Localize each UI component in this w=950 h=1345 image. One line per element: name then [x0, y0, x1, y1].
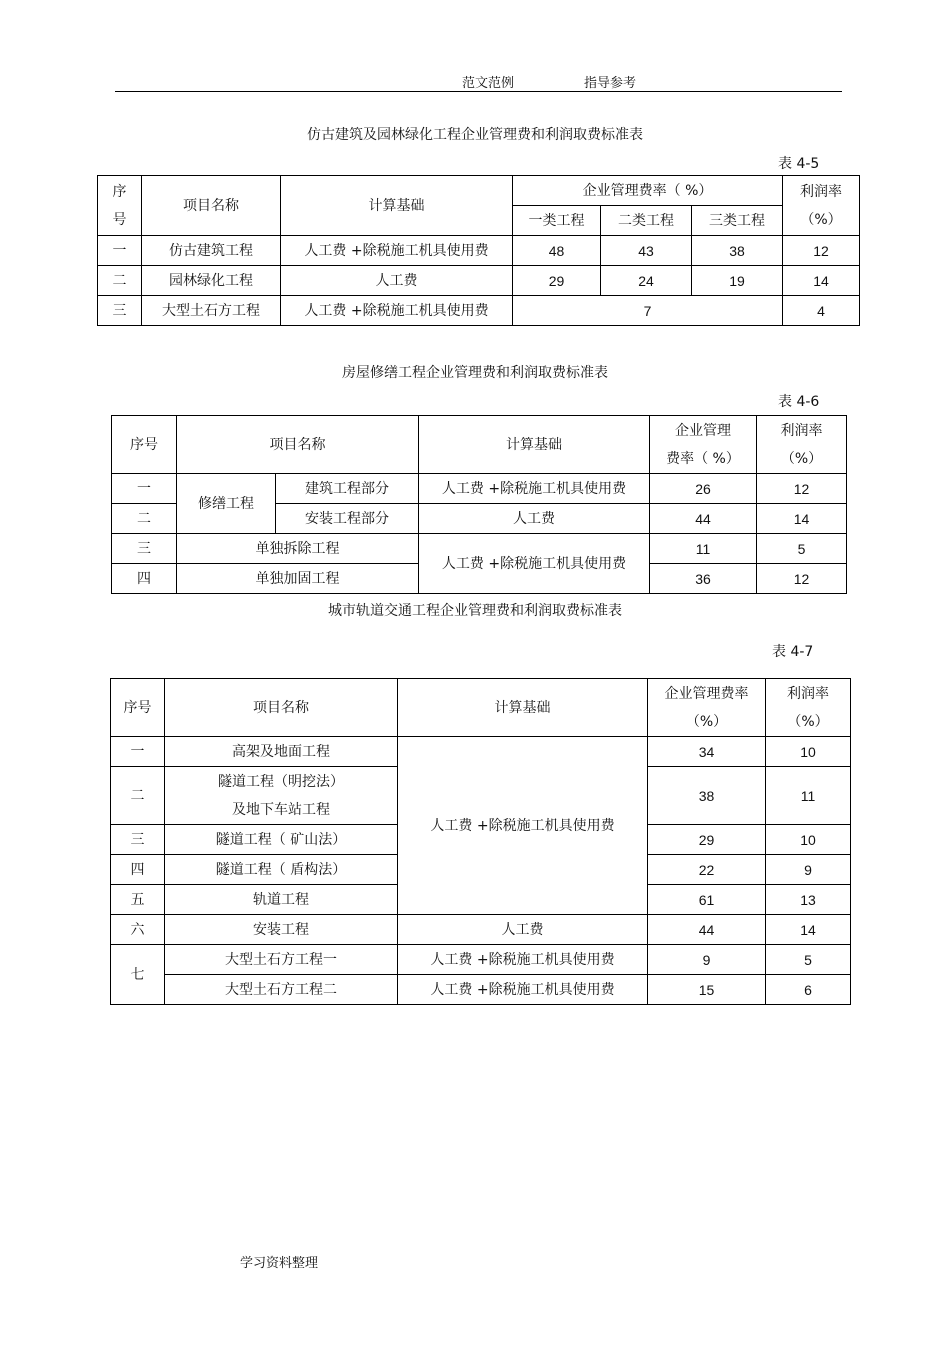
mgmt-cell: 22	[648, 855, 766, 885]
table45-title: 仿古建筑及园林绿化工程企业管理费和利润取费标准表	[307, 127, 643, 143]
mgmt-cell: 29	[648, 825, 766, 855]
table46-number: 表 4-6	[778, 394, 820, 410]
header-left: 范文范例	[462, 76, 515, 91]
seq-cell: 七	[111, 945, 165, 1005]
profit-cell: 10	[766, 737, 851, 767]
mgmt-cell: 26	[650, 474, 757, 504]
name-cell: 大型土石方工程一	[165, 945, 398, 975]
c3-cell: 38	[692, 236, 783, 266]
profit-cell: 12	[757, 564, 847, 594]
name-cell: 安装工程	[165, 915, 398, 945]
table46-head-profit: 利润率 （%）	[757, 416, 847, 474]
mgmt-cell: 9	[648, 945, 766, 975]
c1-cell: 48	[513, 236, 601, 266]
table46-head-name: 项目名称	[177, 416, 419, 474]
name-cell: 高架及地面工程	[165, 737, 398, 767]
seq-cell: 二	[111, 767, 165, 825]
profit-cell: 14	[783, 266, 860, 296]
c2-cell: 24	[601, 266, 692, 296]
basis-cell: 人工费 +除税施工机具使用费	[398, 945, 648, 975]
table-row	[111, 737, 851, 767]
footer-note: 学习资料整理	[240, 1256, 319, 1271]
seq-cell: 六	[111, 915, 165, 945]
basis-cell: 人工费 +除税施工机具使用费	[419, 474, 650, 504]
name-cell: 隧道工程（ 矿山法）	[165, 825, 398, 855]
name-cell: 仿古建筑工程	[142, 236, 281, 266]
seq-cell: 二	[112, 504, 177, 534]
name-cell: 轨道工程	[165, 885, 398, 915]
basis-cell: 人工费 +除税施工机具使用费	[419, 534, 650, 594]
seq-cell: 四	[111, 855, 165, 885]
table45-head-profit: 利润率 （%）	[783, 176, 860, 236]
basis-cell: 人工费 +除税施工机具使用费	[281, 236, 513, 266]
name-cell: 单独拆除工程	[177, 534, 419, 564]
table45-head-name: 项目名称	[142, 176, 281, 236]
profit-cell: 13	[766, 885, 851, 915]
name-cell: 隧道工程（ 盾构法）	[165, 855, 398, 885]
table47-head-name: 项目名称	[165, 679, 398, 737]
sub-cell: 安装工程部分	[276, 504, 419, 534]
table45-head-seq: 序 号	[98, 176, 142, 236]
table45-head-mgmt: 企业管理费率（ %）	[513, 176, 783, 206]
mgmt-cell: 11	[650, 534, 757, 564]
profit-cell: 11	[766, 767, 851, 825]
basis-cell: 人工费	[419, 504, 650, 534]
profit-cell: 14	[766, 915, 851, 945]
mgmt-cell: 44	[650, 504, 757, 534]
table47-number: 表 4-7	[772, 644, 814, 660]
basis-cell: 人工费 +除税施工机具使用费	[398, 975, 648, 1005]
table-row	[98, 236, 860, 266]
seq-cell: 三	[111, 825, 165, 855]
table-row	[111, 945, 851, 975]
seq-cell: 四	[112, 564, 177, 594]
mgmt-cell: 44	[648, 915, 766, 945]
table46-head-seq: 序号	[112, 416, 177, 474]
table-row	[111, 915, 851, 945]
table47-head-basis: 计算基础	[398, 679, 648, 737]
c1-cell: 29	[513, 266, 601, 296]
table-row	[98, 296, 860, 326]
table47	[110, 678, 851, 1005]
table45-number: 表 4-5	[778, 156, 820, 172]
table-row	[112, 534, 847, 564]
name-cell: 单独加固工程	[177, 564, 419, 594]
profit-cell: 4	[783, 296, 860, 326]
sub-cell: 建筑工程部分	[276, 474, 419, 504]
name-cell: 大型土石方工程	[142, 296, 281, 326]
seq-cell: 三	[112, 534, 177, 564]
seq-cell: 一	[98, 236, 142, 266]
table47-head-mgmt: 企业管理费率 （%）	[648, 679, 766, 737]
table46	[111, 415, 847, 594]
table46-head-mgmt: 企业管理 费率（ %）	[650, 416, 757, 474]
seq-cell: 一	[111, 737, 165, 767]
table46-head-basis: 计算基础	[419, 416, 650, 474]
mgmt-cell: 34	[648, 737, 766, 767]
mgmt-cell: 36	[650, 564, 757, 594]
header-right: 指导参考	[584, 76, 637, 91]
table45-head-c1: 一类工程	[513, 206, 601, 236]
basis-cell: 人工费	[281, 266, 513, 296]
name-cell: 大型土石方工程二	[165, 975, 398, 1005]
profit-cell: 5	[766, 945, 851, 975]
table46-title: 房屋修缮工程企业管理费和利润取费标准表	[342, 365, 608, 381]
group-cell: 修缮工程	[177, 474, 276, 534]
profit-cell: 5	[757, 534, 847, 564]
c3-cell: 19	[692, 266, 783, 296]
table-row	[111, 975, 851, 1005]
name-cell: 园林绿化工程	[142, 266, 281, 296]
seq-cell: 三	[98, 296, 142, 326]
table45-head-basis: 计算基础	[281, 176, 513, 236]
mgmt-cell: 38	[648, 767, 766, 825]
basis-cell: 人工费 +除税施工机具使用费	[398, 737, 648, 915]
mgmt-cell: 15	[648, 975, 766, 1005]
basis-cell: 人工费 +除税施工机具使用费	[281, 296, 513, 326]
profit-cell: 10	[766, 825, 851, 855]
header-rule	[115, 91, 842, 92]
table47-title: 城市轨道交通工程企业管理费和利润取费标准表	[328, 603, 622, 619]
profit-cell: 6	[766, 975, 851, 1005]
profit-cell: 12	[783, 236, 860, 266]
seq-cell: 一	[112, 474, 177, 504]
table45-head-c3: 三类工程	[692, 206, 783, 236]
basis-cell: 人工费	[398, 915, 648, 945]
name-cell: 隧道工程（明挖法） 及地下车站工程	[165, 767, 398, 825]
table45-head-c2: 二类工程	[601, 206, 692, 236]
seq-cell: 二	[98, 266, 142, 296]
profit-cell: 12	[757, 474, 847, 504]
profit-cell: 14	[757, 504, 847, 534]
seq-cell: 五	[111, 885, 165, 915]
mgmt-cell: 61	[648, 885, 766, 915]
c2-cell: 43	[601, 236, 692, 266]
table47-head-profit: 利润率 （%）	[766, 679, 851, 737]
mgmt-cell: 7	[513, 296, 783, 326]
table-row	[112, 474, 847, 504]
table-row	[98, 266, 860, 296]
table47-head-seq: 序号	[111, 679, 165, 737]
profit-cell: 9	[766, 855, 851, 885]
table45	[97, 175, 860, 326]
